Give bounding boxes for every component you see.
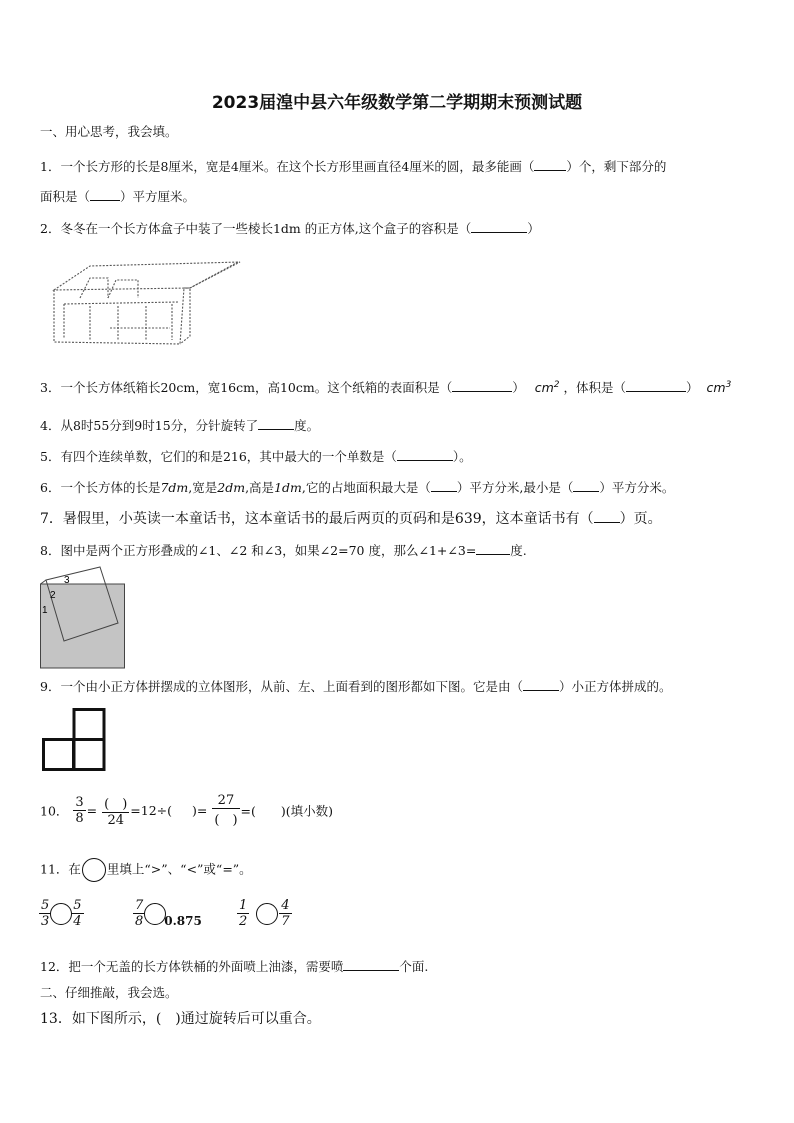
answer-blank[interactable] (452, 379, 512, 392)
answer-blank[interactable] (431, 479, 457, 492)
question-12: 12．把一个无盖的长方体铁桶的外面喷上油漆，需要喷 个面. (40, 959, 429, 974)
compare-circle[interactable] (50, 903, 72, 925)
answer-blank[interactable] (534, 158, 566, 171)
fraction-3-8: $\frac{3}{8}$ (75, 795, 84, 826)
answer-blank[interactable] (573, 479, 599, 492)
answer-blank[interactable] (626, 379, 686, 392)
answer-blank[interactable] (594, 510, 620, 523)
angle-3-label: 3 (64, 575, 70, 586)
fraction-27-blank[interactable]: $\frac{27}{( )}$ (214, 793, 238, 828)
question-3: 3．一个长方体纸箱长20cm，宽16cm，高10cm。这个纸箱的表面积是（ ） $cm^2$ ，体积是（ ） $cm^3$ (40, 379, 732, 395)
compare-circle[interactable] (256, 903, 278, 925)
section-1-heading: 一、用心思考，我会填。 (40, 124, 178, 139)
box-with-cubes-figure (50, 258, 245, 348)
question-11: 11．在 里填上“>”、“<”或“=”。 (40, 858, 252, 882)
question-4: 4．从8时55分到9时15分，分针旋转了 度。 (40, 418, 320, 433)
question-8: 8．图中是两个正方形叠成的∠1、∠2 和∠3，如果∠2=70 度，那么∠1+∠3= 度. (40, 543, 527, 558)
answer-blank[interactable] (343, 958, 399, 971)
answer-blank[interactable] (90, 188, 120, 201)
compare-item-a: $\frac{5}{3}$ $\frac{5}{4}$ (41, 898, 82, 929)
question-2: 2．冬冬在一个长方体盒子中装了一些棱长1dm 的正方体,这个盒子的容积是（ ） (40, 221, 540, 236)
answer-blank[interactable] (476, 542, 510, 555)
overlapping-squares-figure (40, 565, 126, 669)
answer-blank[interactable] (523, 678, 559, 691)
page-title: 2023届湟中县六年级数学第二学期期末预测试题 (211, 93, 583, 113)
answer-blank[interactable] (258, 417, 294, 430)
question-7: 7．暑假里，小英读一本童话书，这本童话书的最后两页的页码和是639，这本童话书有（ ）页。 (40, 511, 662, 527)
angle-1-label: 1 (42, 605, 48, 616)
question-13: 13．如下图所示，( )通过旋转后可以重合。 (40, 1011, 321, 1027)
question-1-line-2: 面积是（ ）平方厘米。 (40, 189, 196, 204)
section-2-heading: 二、仔细推敲，我会选。 (40, 985, 178, 1000)
fraction-blank-24[interactable]: $\frac{( )}{24}$ (104, 797, 128, 828)
angle-2-label: 2 (50, 590, 56, 601)
compare-circle[interactable] (144, 903, 166, 925)
compare-item-b: $\frac{7}{8}$ 0.875 (135, 898, 202, 929)
circle-symbol (82, 858, 106, 882)
answer-blank[interactable] (397, 448, 453, 461)
question-9: 9．一个由小正方体拼摆成的立体图形，从前、左、上面看到的图形都如下图。它是由（ ）小正方体拼成的。 (40, 679, 672, 694)
three-squares-view-figure (42, 708, 106, 772)
question-10: 10． $\frac{3}{8}$ = $\frac{( )}{24}$ =12÷( )= $\frac{27}{( )}$ =( )(填小数) (40, 793, 334, 828)
unit-cm2: $cm^2$ (534, 379, 560, 395)
answer-blank[interactable] (471, 220, 527, 233)
question-6: 6．一个长方体的长是7dm,宽是2dm,高是1dm,它的占地面积最大是（ ）平方分米,最小是（ ）平方分米。 (40, 480, 675, 495)
question-1-line-1: 1．一个长方形的长是8厘米，宽是4厘米。在这个长方形里画直径4厘米的圆，最多能画（ ）个，剩下部分的 (40, 159, 667, 174)
compare-item-c: $\frac{1}{2}$ $\frac{4}{7}$ (239, 898, 290, 929)
question-5: 5．有四个连续单数，它们的和是216，其中最大的一个单数是（ ）。 (40, 449, 472, 464)
unit-cm3: $cm^3$ (706, 379, 732, 395)
